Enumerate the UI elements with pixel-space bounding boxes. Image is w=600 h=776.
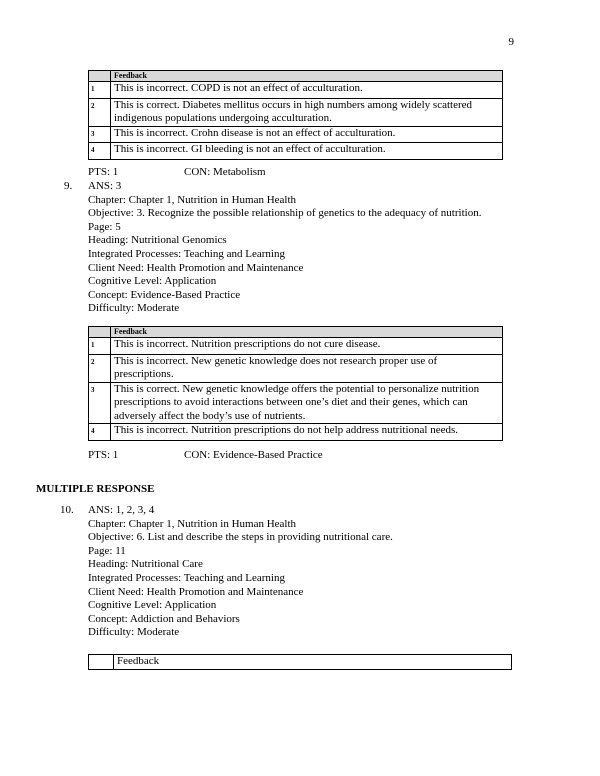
table-row xyxy=(89,338,503,355)
table-row xyxy=(89,98,503,126)
row-number: 1 xyxy=(89,338,111,355)
feedback-text: This is incorrect. Nutrition prescriptions do not cure disease. xyxy=(111,338,503,355)
row-number: 3 xyxy=(89,382,111,424)
header-number-cell xyxy=(89,655,114,670)
concept: Concept: Evidence-Based Practice xyxy=(88,288,241,301)
integrated-processes: Integrated Processes: Teaching and Learning xyxy=(88,571,285,584)
feedback-text: This is incorrect. New genetic knowledge does not research proper use of prescriptions. xyxy=(111,354,503,382)
points-line-q8 xyxy=(88,166,266,178)
chapter: Chapter: Chapter 1, Nutrition in Human Health xyxy=(88,193,297,206)
feedback-header: Feedback xyxy=(111,71,503,82)
client-need: Client Need: Health Promotion and Maintenance xyxy=(88,261,304,274)
table-row xyxy=(89,354,503,382)
feedback-header: Feedback xyxy=(114,655,512,670)
page-number: 9 xyxy=(508,36,514,48)
feedback-table-q9 xyxy=(88,326,503,441)
cognitive-level: Cognitive Level: Application xyxy=(88,599,217,612)
feedback-table-q8 xyxy=(88,70,503,160)
feedback-text: This is incorrect. GI bleeding is not an effect of acculturation. xyxy=(111,143,503,160)
row-number: 4 xyxy=(89,143,111,160)
feedback-text: This is correct. Diabetes mellitus occurs in high numbers among widely scattered indigenous populations undergoing acculturation. xyxy=(111,98,503,126)
question-9-meta xyxy=(88,180,481,316)
section-title: MULTIPLE RESPONSE xyxy=(36,483,155,495)
feedback-header: Feedback xyxy=(111,327,503,338)
table-row xyxy=(89,143,503,160)
row-number: 2 xyxy=(89,354,111,382)
integrated-processes: Integrated Processes: Teaching and Learning xyxy=(88,247,285,260)
cognitive-level: Cognitive Level: Application xyxy=(88,275,217,288)
concept-code: CON: Evidence-Based Practice xyxy=(184,449,323,461)
row-number: 3 xyxy=(89,126,111,143)
heading: Heading: Nutritional Care xyxy=(88,558,203,571)
feedback-table-q10 xyxy=(88,654,512,670)
page-ref: Page: 5 xyxy=(88,220,121,233)
table-row xyxy=(89,82,503,99)
points-value: PTS: 1 xyxy=(88,166,119,178)
row-number: 1 xyxy=(89,82,111,99)
difficulty: Difficulty: Moderate xyxy=(88,626,180,639)
objective: Objective: 6. List and describe the steps in providing nutritional care. xyxy=(88,531,393,544)
table-row xyxy=(89,424,503,441)
objective: Objective: 3. Recognize the possible relationship of genetics to the adequacy of nutrition. xyxy=(88,207,482,220)
heading: Heading: Nutritional Genomics xyxy=(88,234,227,247)
difficulty: Difficulty: Moderate xyxy=(88,302,180,315)
feedback-header-row xyxy=(89,327,503,338)
feedback-header-row xyxy=(89,71,503,82)
feedback-text: This is incorrect. COPD is not an effect of acculturation. xyxy=(111,82,503,99)
feedback-text: This is incorrect. Nutrition prescriptions do not help address nutritional needs. xyxy=(111,424,503,441)
header-number-cell xyxy=(89,327,111,338)
feedback-text: This is incorrect. Crohn disease is not an effect of acculturation. xyxy=(111,126,503,143)
question-number: 9. xyxy=(64,180,73,192)
table-row xyxy=(89,126,503,143)
question-number: 10. xyxy=(60,504,74,516)
feedback-text: This is correct. New genetic knowledge offers the potential to personalize nutrition prescriptions to avoid interactions between one’s diet and their genes, which can adversely affect the body’s use of nutrients. xyxy=(111,382,503,424)
chapter: Chapter: Chapter 1, Nutrition in Human Health xyxy=(88,517,297,530)
row-number: 2 xyxy=(89,98,111,126)
answer: ANS: 1, 2, 3, 4 xyxy=(88,504,155,516)
client-need: Client Need: Health Promotion and Maintenance xyxy=(88,585,304,598)
header-number-cell xyxy=(89,71,111,82)
points-line-q9 xyxy=(88,449,323,461)
points-value: PTS: 1 xyxy=(88,449,119,461)
concept: Concept: Addiction and Behaviors xyxy=(88,612,240,625)
question-10-meta xyxy=(88,504,393,640)
concept-code: CON: Metabolism xyxy=(184,166,266,178)
table-row xyxy=(89,382,503,424)
page-ref: Page: 11 xyxy=(88,544,126,557)
feedback-header-row xyxy=(89,655,512,670)
row-number: 4 xyxy=(89,424,111,441)
answer: ANS: 3 xyxy=(88,180,122,192)
